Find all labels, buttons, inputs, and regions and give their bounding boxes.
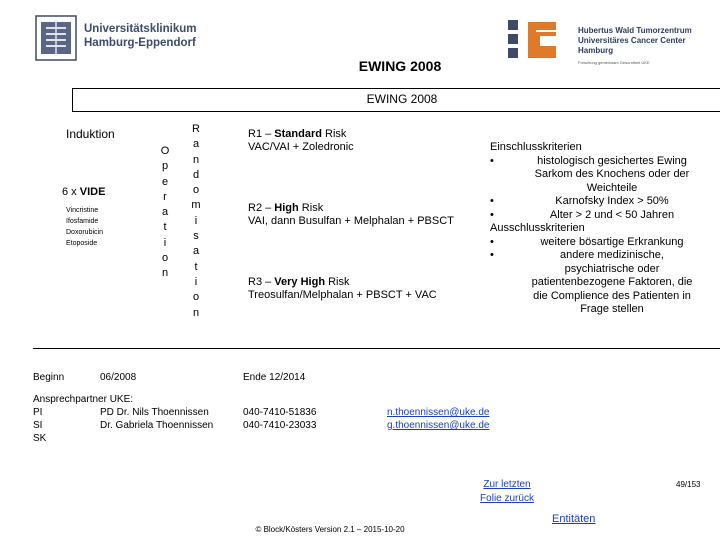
contact-email-pi[interactable]: n.thoennissen@uke.de xyxy=(387,407,490,418)
inclusion-text: histologisch gesichertes Ewing xyxy=(537,154,687,167)
inclusion-item xyxy=(490,209,720,223)
risk-r3 xyxy=(248,276,437,302)
drug-item: Ifosfamide xyxy=(66,218,99,225)
randomisation-letter: R xyxy=(192,123,200,135)
randomisation-letter: i xyxy=(194,214,198,227)
randomisation-letter: s xyxy=(193,230,199,243)
vide-label: 6 x VIDE xyxy=(62,186,106,198)
end-date: Ende 12/2014 xyxy=(243,372,306,383)
randomisation-letter: o xyxy=(192,291,200,304)
r2-therapy: VAI, dann Busulfan + Melphalan + PBSCT xyxy=(248,215,454,227)
operation-letter: r xyxy=(163,190,167,203)
exclusion-text: patientenbezogene Faktoren, die xyxy=(531,276,693,288)
randomisation-vertical-label xyxy=(191,122,201,321)
inclusion-item xyxy=(490,195,720,209)
operation-vertical-label xyxy=(160,144,170,282)
tz-logo-small: Forschung gemeinsam Gesundheit UKE xyxy=(578,60,650,65)
risk-r2 xyxy=(248,202,454,228)
begin-value: 06/2008 xyxy=(100,372,137,383)
drug-list xyxy=(66,205,103,249)
uke-logo xyxy=(34,14,197,62)
inclusion-title: Einschlusskriterien xyxy=(490,141,582,153)
page-title: EWING 2008 xyxy=(358,58,442,74)
r1-therapy: VAC/VAI + Zoledronic xyxy=(248,141,354,153)
randomisation-letter: t xyxy=(194,260,198,273)
r1-suffix: Risk xyxy=(321,128,347,140)
contact-phone-si: 040-7410-23033 xyxy=(243,420,317,431)
inclusion-item xyxy=(490,155,720,196)
previous-slide-line: Zur letzten xyxy=(483,479,531,490)
operation-letter: p xyxy=(161,160,169,173)
r3-level: Very High xyxy=(274,276,326,288)
exclusion-text: die Complience des Patienten in xyxy=(533,289,691,302)
tz-logo-line-1: Hubertus Wald Tumorzentrum xyxy=(578,26,692,35)
randomisation-letter: n xyxy=(192,306,200,319)
exclusion-text: psychiatrische oder xyxy=(564,262,660,275)
tz-logo-line-2: Universitäres Cancer Center Hamburg xyxy=(578,36,686,55)
exclusion-item xyxy=(490,249,720,317)
randomisation-letter: a xyxy=(192,138,200,151)
exclusion-text: Frage stellen xyxy=(580,303,644,315)
uke-logo-line-1: Universitätsklinikum xyxy=(84,23,197,35)
r3-therapy: Treosulfan/Melphalan + PBSCT + VAC xyxy=(248,289,437,301)
risk-r1 xyxy=(248,128,354,154)
entities-link[interactable]: Entitäten xyxy=(552,513,596,525)
inclusion-text: Alter > 2 und < 50 Jahren xyxy=(549,208,675,221)
contact-role-si: SI xyxy=(33,420,43,431)
begin-label: Beginn xyxy=(33,372,65,383)
randomisation-letter: a xyxy=(192,245,200,258)
drug-item: Doxorubicin xyxy=(66,229,103,236)
exclusion-title: Ausschlusskriterien xyxy=(490,222,585,234)
operation-letter: n xyxy=(161,267,169,280)
inclusion-text: Karnofsky Index > 50% xyxy=(555,195,669,207)
operation-letter: e xyxy=(161,175,169,188)
subheading: EWING 2008 xyxy=(366,92,438,106)
randomisation-letter: i xyxy=(194,275,198,288)
operation-letter: O xyxy=(160,145,170,157)
randomisation-letter: d xyxy=(192,168,200,181)
exclusion-text: andere medizinische, xyxy=(560,249,664,261)
operation-letter: t xyxy=(163,221,167,234)
r1-prefix: R1 – xyxy=(248,128,275,140)
operation-letter: a xyxy=(161,206,169,219)
previous-slide-line: Folie zurück xyxy=(480,493,534,504)
inclusion-text: Sarkom des Knochens oder der xyxy=(534,168,690,180)
exclusion-text: weitere bösartige Erkrankung xyxy=(540,235,684,248)
operation-letter: i xyxy=(163,236,167,249)
r1-level: Standard xyxy=(274,128,322,140)
contact-role-pi: PI xyxy=(33,407,43,418)
inclusion-text: Weichteile xyxy=(586,181,638,194)
r3-prefix: R3 – xyxy=(248,276,275,288)
randomisation-letter: n xyxy=(192,153,200,166)
contact-role-sk: SK xyxy=(33,433,47,444)
bullet-icon: • xyxy=(490,208,494,221)
contact-name-pi: PD Dr. Nils Thoennissen xyxy=(100,407,209,418)
r2-level: High xyxy=(274,202,299,214)
induction-label: Induktion xyxy=(66,127,115,141)
bullet-icon: • xyxy=(490,195,494,207)
r3-suffix: Risk xyxy=(325,276,350,288)
contact-name-si: Dr. Gabriela Thoennissen xyxy=(100,420,214,431)
uke-seal-icon xyxy=(34,14,78,62)
exclusion-item xyxy=(490,236,720,250)
drug-item: Etoposide xyxy=(66,240,98,247)
criteria-panel xyxy=(490,141,720,317)
operation-letter: o xyxy=(161,252,169,265)
drug-item: Vincristine xyxy=(66,207,99,214)
uke-logo-line-2: Hamburg-Eppendorf xyxy=(84,37,196,49)
previous-slide-link[interactable] xyxy=(472,478,542,506)
contact-email-si[interactable]: g.thoennissen@uke.de xyxy=(387,420,490,431)
bullet-icon: • xyxy=(490,235,494,248)
contacts-title: Ansprechpartner UKE: xyxy=(33,394,134,405)
randomisation-letter: o xyxy=(192,184,200,197)
page-number: 49/153 xyxy=(676,480,701,489)
divider xyxy=(33,348,720,349)
r2-prefix: R2 – xyxy=(248,202,275,214)
copyright: © Block/Kösters Version 2.1 – 2015-10-20 xyxy=(255,525,405,534)
bullet-icon: • xyxy=(490,154,494,167)
contact-phone-pi: 040-7410-51836 xyxy=(243,407,317,418)
randomisation-letter: m xyxy=(191,199,201,212)
bullet-icon: • xyxy=(490,249,494,261)
r2-suffix: Risk xyxy=(298,202,324,214)
